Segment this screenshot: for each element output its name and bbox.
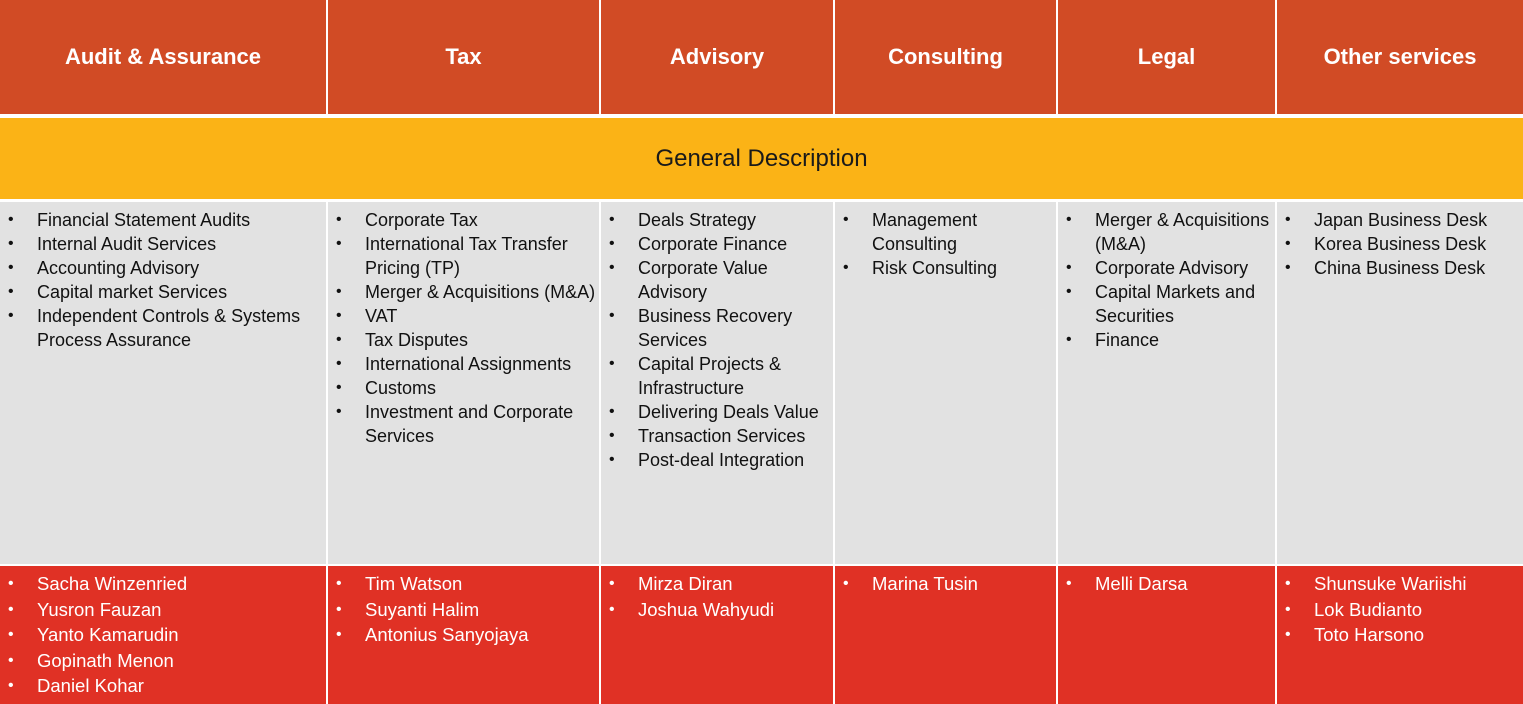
list-item: • Merger & Acquisitions (M&A) <box>1058 208 1275 256</box>
list-item: • Corporate Value Advisory <box>601 256 833 304</box>
list-item: • Delivering Deals Value <box>601 400 833 424</box>
list-item: • Joshua Wahyudi <box>601 597 833 623</box>
description-column <box>0 202 328 564</box>
header-legal: Legal <box>1058 0 1277 114</box>
list-item: • Corporate Tax <box>328 208 599 232</box>
people-list <box>1277 566 1523 648</box>
list-item: • Korea Business Desk <box>1277 232 1523 256</box>
list-item: • Daniel Kohar <box>0 673 326 699</box>
list-item: • Yusron Fauzan <box>0 597 326 623</box>
list-item: • Corporate Finance <box>601 232 833 256</box>
people-list <box>1058 566 1275 597</box>
list-item: • Financial Statement Audits <box>0 208 326 232</box>
list-item: • Capital Markets and Securities <box>1058 280 1275 328</box>
list-item: • Independent Controls & Systems Process Assurance <box>0 304 326 352</box>
list-item: • Risk Consulting <box>835 256 1056 280</box>
list-item: • Corporate Advisory <box>1058 256 1275 280</box>
list-item: • Japan Business Desk <box>1277 208 1523 232</box>
list-item: • Capital market Services <box>0 280 326 304</box>
list-item: • Post-deal Integration <box>601 448 833 472</box>
list-item: • Merger & Acquisitions (M&A) <box>328 280 599 304</box>
people-column <box>835 566 1058 704</box>
list-item: • Toto Harsono <box>1277 622 1523 648</box>
header-audit-assurance: Audit & Assurance <box>0 0 328 114</box>
header-consulting: Consulting <box>835 0 1058 114</box>
list-item: • International Tax Transfer Pricing (TP) <box>328 232 599 280</box>
list-item: • China Business Desk <box>1277 256 1523 280</box>
header-tax: Tax <box>328 0 601 114</box>
people-list <box>601 566 833 622</box>
list-item: • Shunsuke Wariishi <box>1277 571 1523 597</box>
people-column <box>0 566 328 704</box>
list-item: • Management Consulting <box>835 208 1056 256</box>
list-item: • Business Recovery Services <box>601 304 833 352</box>
service-list <box>601 202 833 472</box>
header-other-services: Other services <box>1323 44 1477 69</box>
header-row <box>0 0 1523 114</box>
list-item: • Tim Watson <box>328 571 599 597</box>
people-list <box>835 566 1056 597</box>
description-column <box>1277 202 1523 564</box>
people-column <box>601 566 835 704</box>
list-item: • Accounting Advisory <box>0 256 326 280</box>
list-item: • Transaction Services <box>601 424 833 448</box>
service-list <box>0 202 326 352</box>
list-item: • Internal Audit Services <box>0 232 326 256</box>
list-item: • Antonius Sanyojaya <box>328 622 599 648</box>
description-column <box>835 202 1058 564</box>
list-item: • Investment and Corporate Services <box>328 400 599 448</box>
list-item: • Gopinath Menon <box>0 648 326 674</box>
list-item: • Capital Projects & Infrastructure <box>601 352 833 400</box>
list-item: • International Assignments <box>328 352 599 376</box>
description-column <box>1058 202 1277 564</box>
list-item: • Finance <box>1058 328 1275 352</box>
service-list <box>1277 202 1523 280</box>
list-item: • Deals Strategy <box>601 208 833 232</box>
list-item: • Lok Budianto <box>1277 597 1523 623</box>
list-item: • Marina Tusin <box>835 571 1056 597</box>
list-item: • Suyanti Halim <box>328 597 599 623</box>
list-item: • VAT <box>328 304 599 328</box>
general-description-band: General Description <box>0 118 1523 199</box>
header-advisory: Advisory <box>601 0 835 114</box>
description-column <box>601 202 835 564</box>
list-item: • Mirza Diran <box>601 571 833 597</box>
people-row <box>0 566 1523 704</box>
service-list <box>1058 202 1275 352</box>
list-item: • Yanto Kamarudin <box>0 622 326 648</box>
list-item: • Customs <box>328 376 599 400</box>
list-item: • Tax Disputes <box>328 328 599 352</box>
list-item: • Melli Darsa <box>1058 571 1275 597</box>
service-list <box>835 202 1056 280</box>
people-column <box>1058 566 1277 704</box>
people-list <box>328 566 599 648</box>
people-column <box>328 566 601 704</box>
description-column <box>328 202 601 564</box>
description-row <box>0 202 1523 564</box>
list-item: • Sacha Winzenried <box>0 571 326 597</box>
people-column <box>1277 566 1523 704</box>
people-list <box>0 566 326 699</box>
service-list <box>328 202 599 448</box>
